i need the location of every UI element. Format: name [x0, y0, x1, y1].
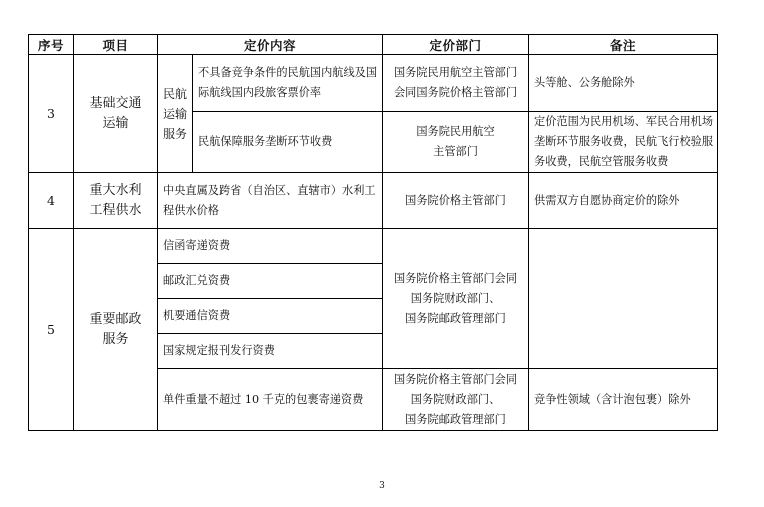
row4-item-line1: 重大水利	[89, 182, 142, 198]
row5-dept-b-line1: 国务院价格主管部门会同	[393, 372, 518, 386]
row3-dept1-line2: 会同国务院价格主管部门	[393, 86, 518, 99]
row4-item-line2: 工程供水	[89, 202, 142, 218]
table-row	[29, 229, 718, 264]
header-seq: 序号	[29, 35, 74, 55]
row3-remark-2: 定价范围为民用机场、军民合用机场垄断环节服务收费，民航飞行校验服务收费，民航空管服务收费	[529, 112, 718, 173]
row3-seq: 3	[29, 55, 74, 173]
row5-item-line1: 重要邮政	[89, 311, 142, 327]
row3-item-line2: 运输	[102, 115, 129, 131]
row5-item-line2: 服务	[102, 331, 129, 347]
row3-remark-1: 头等舱、公务舱除外	[529, 55, 718, 112]
header-row	[29, 35, 718, 55]
row3-sub-line2: 运输	[162, 106, 187, 121]
header-content: 定价内容	[158, 35, 383, 55]
header-item: 项目	[74, 35, 158, 55]
row5-dept-a-line3: 国务院邮政管理部门	[405, 311, 506, 325]
row4-department: 国务院价格主管部门	[383, 173, 529, 229]
pricing-table	[28, 34, 718, 431]
row5-department-a	[383, 229, 529, 369]
row5-content-3: 机要通信资费	[158, 299, 383, 334]
row3-department-1	[383, 55, 529, 112]
row4-remark: 供需双方自愿协商定价的除外	[529, 173, 718, 229]
row4-item	[74, 173, 158, 229]
row5-content-1: 信函寄递资费	[158, 229, 383, 264]
row5-content-2: 邮政汇兑资费	[158, 264, 383, 299]
row5-dept-b-line2: 国务院财政部门、	[410, 392, 501, 406]
row5-department-b	[383, 369, 529, 431]
table-row	[29, 55, 718, 112]
row3-sub-line1: 民航	[162, 86, 187, 101]
row4-content: 中央直属及跨省（自治区、直辖市）水利工程供水价格	[158, 173, 383, 229]
row5-dept-a-line1: 国务院价格主管部门会同	[393, 271, 518, 285]
row3-dept2-line1: 国务院民用航空	[416, 125, 495, 138]
row3-item-line1: 基础交通	[89, 95, 142, 111]
page-number: 3	[379, 481, 385, 491]
table-row	[29, 173, 718, 229]
row5-seq: 5	[29, 229, 74, 431]
row5-content-5: 单件重量不超过 10 千克的包裹寄递资费	[158, 369, 383, 431]
header-department: 定价部门	[383, 35, 529, 55]
row3-content-2: 民航保障服务垄断环节收费	[193, 112, 383, 173]
row5-dept-a-line2: 国务院财政部门、	[410, 291, 501, 305]
row3-item	[74, 55, 158, 173]
row3-subcategory	[158, 55, 193, 173]
row5-remark-empty	[529, 229, 718, 369]
row3-sub-line3: 服务	[162, 126, 187, 141]
row3-department-2	[383, 112, 529, 173]
row3-dept1-line1: 国务院民用航空主管部门	[393, 66, 518, 79]
row5-content-4: 国家规定报刊发行资费	[158, 334, 383, 369]
row4-seq: 4	[29, 173, 74, 229]
header-remark: 备注	[529, 35, 718, 55]
row5-remark-last: 竞争性领域（含计泡包裹）除外	[529, 369, 718, 431]
row5-dept-b-line3: 国务院邮政管理部门	[405, 412, 506, 426]
row3-dept2-line2: 主管部门	[433, 145, 478, 158]
row5-item	[74, 229, 158, 431]
row3-content-1: 不具备竞争条件的民航国内航线及国际航线国内段旅客票价率	[193, 55, 383, 112]
